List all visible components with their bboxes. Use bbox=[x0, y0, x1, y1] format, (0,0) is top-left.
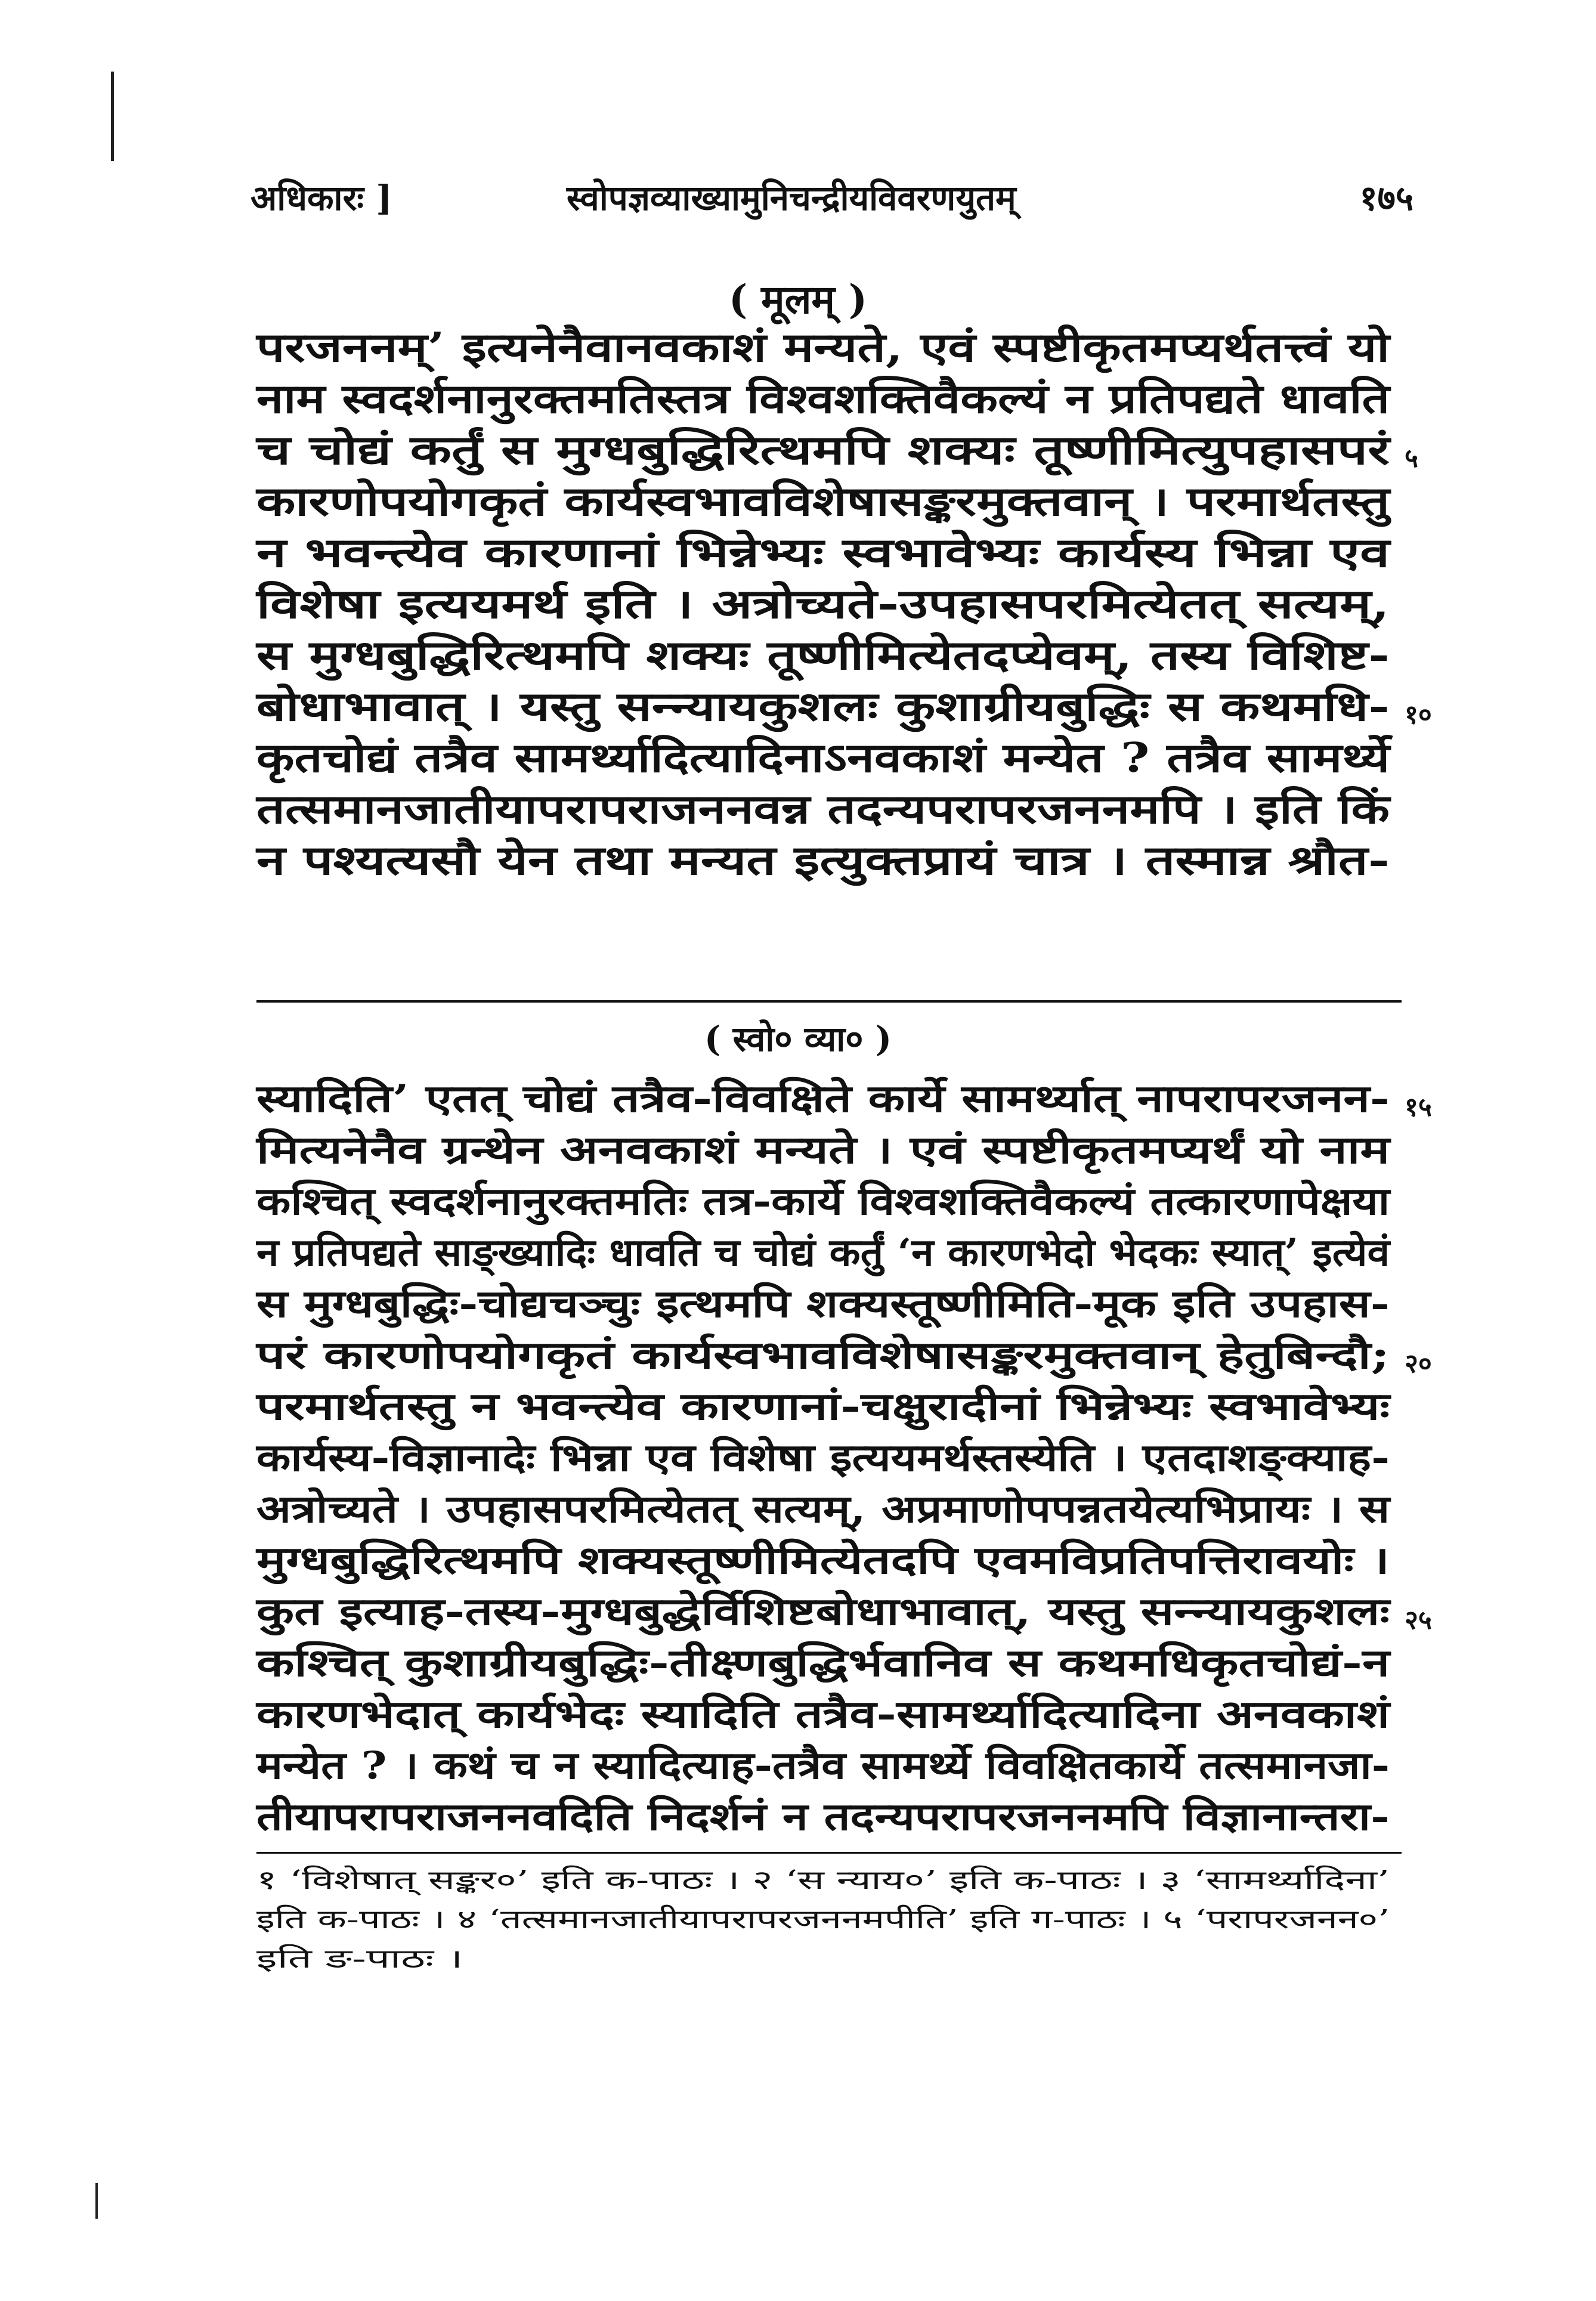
text-line: स मुग्धबुद्धिः-चोद्यचञ्चुः इत्थमपि शक्यस्तूष्णीमिति-मूक इति उपहास- bbox=[256, 1282, 1390, 1326]
text-line: स्यादिति’ एतत् चोद्यं तत्रैव-विवक्षिते कार्ये सामर्थ्यात् नापरापरजनन- १५ bbox=[256, 1074, 1402, 1125]
text-line: मन्येत ? । कथं च न स्यादित्याह-तत्रैव सामर्थ्ये विवक्षितकार्ये तत्समानजा- bbox=[256, 1743, 1390, 1788]
text-line: कुत इत्याह-तस्य-मुग्धबुद्धेर्विशिष्टबोधाभावात्, यस्तु सन्न्यायकुशलः २५ bbox=[256, 1586, 1402, 1638]
footnote-divider bbox=[256, 1852, 1402, 1854]
scan-edge-mark-top bbox=[111, 72, 114, 161]
vyakhya-heading: ( स्वो० व्या० ) bbox=[704, 1019, 892, 1059]
header-book-title: स्वोपज्ञव्याख्यामुनिचन्द्रीयविवरणयुतम् bbox=[567, 178, 1016, 218]
line-number: २५ bbox=[1405, 1605, 1432, 1635]
text-line: न पश्यत्यसौ येन तथा मन्यत इत्युक्तप्रायं चात्र । तस्मान्न श्रौत- bbox=[256, 837, 1390, 884]
footnotes bbox=[256, 1861, 1402, 1979]
text-line: कार्यस्य-विज्ञानादेः भिन्ना एव विशेषा इत्ययमर्थस्तस्येति । एतदाशङ्क्याह- bbox=[256, 1436, 1390, 1480]
mula-heading: ( मूलम् ) bbox=[728, 276, 868, 323]
text-line: न प्रतिपद्यते साङ्ख्यादिः धावति च चोद्यं कर्तुं ‘न कारणभेदो भेदकः स्यात्’ इत्येवं bbox=[256, 1230, 1390, 1275]
scan-edge-mark-bottom bbox=[95, 2183, 98, 2219]
section-divider bbox=[256, 1000, 1402, 1003]
text-line: परं कारणोपयोगकृतं कार्यस्वभावविशेषासङ्करमुक्तवान् हेतुबिन्दौ; २० bbox=[256, 1330, 1402, 1381]
line-number: २० bbox=[1405, 1349, 1432, 1379]
mula-text-block bbox=[256, 322, 1432, 886]
text-line: तीयापरापराजननवदिति निदर्शनं न तदन्यपरापरजननमपि विज्ञानान्तरा- bbox=[256, 1795, 1390, 1839]
text-line: कृतचोद्यं तत्रैव सामर्थ्यादित्यादिनाऽनवकाशं मन्येत ? तत्रैव सामर्थ्ये bbox=[256, 734, 1390, 782]
text-line: कश्चित् कुशाग्रीयबुद्धिः-तीक्ष्णबुद्धिर्भवानिव स कथमधिकृतचोद्यं-न bbox=[256, 1641, 1390, 1685]
text-line: कारणोपयोगकृतं कार्यस्वभावविशेषासङ्करमुक्तवान् । परमार्थतस्तु bbox=[256, 478, 1390, 525]
text-line: नाम स्वदर्शनानुरक्तमतिस्तत्र विश्वशक्तिवैकल्यं न प्रतिपद्यते धावति bbox=[256, 375, 1390, 423]
text-line: न भवन्त्येव कारणानां भिन्नेभ्यः स्वभावेभ्यः कार्यस्य भिन्ना एव bbox=[256, 529, 1390, 577]
text-line: कारणभेदात् कार्यभेदः स्यादिति तत्रैव-सामर्थ्यादित्यादिना अनवकाशं bbox=[256, 1692, 1390, 1737]
text-line: कश्चित् स्वदर्शनानुरक्तमतिः तत्र-कार्ये विश्वशक्तिवैकल्यं तत्कारणापेक्षया bbox=[256, 1179, 1390, 1224]
line-number: १५ bbox=[1405, 1092, 1432, 1122]
footnote-line: इति ङ-पाठः । bbox=[256, 1944, 463, 1974]
text-line: च चोद्यं कर्तुं स मुग्धबुद्धिरित्थमपि शक्यः तूष्णीमित्युपहासपरं ५ bbox=[256, 425, 1402, 476]
footnote-line: इति क-पाठः । ४ ‘तत्समानजातीयापरापरजननमपीति’ इति ग-पाठः । ५ ‘परापरजनन०’ bbox=[256, 1904, 1390, 1935]
page-number: १७५ bbox=[1359, 178, 1413, 218]
text-line: बोधाभावात् । यस्तु सन्न्यायकुशलः कुशाग्रीयबुद्धिः स कथमधि- १० bbox=[256, 681, 1402, 732]
header-section-label: अधिकारः ] bbox=[250, 178, 392, 218]
text-line: मुग्धबुद्धिरित्थमपि शक्यस्तूष्णीमित्येतदपि एवमविप्रतिपत्तिरावयोः । bbox=[256, 1538, 1390, 1583]
text-line: अत्रोच्यते । उपहासपरमित्येतत् सत्यम्, अप्रमाणोपपन्नतयेत्यभिप्रायः । स bbox=[256, 1487, 1390, 1532]
line-number: ५ bbox=[1405, 443, 1418, 474]
text-line: परजननम्’ इत्यनेनैवानवकाशं मन्यते, एवं स्पष्टीकृतमप्यर्थतत्त्वं यो bbox=[256, 324, 1390, 372]
text-line: परमार्थतस्तु न भवन्त्येव कारणानां-चक्षुरादीनां भिन्नेभ्यः स्वभावेभ्यः bbox=[256, 1384, 1390, 1429]
vyakhya-text-block bbox=[256, 1074, 1432, 1843]
text-line: मित्यनेनैव ग्रन्थेन अनवकाशं मन्यते । एवं स्पष्टीकृतमप्यर्थं यो नाम bbox=[256, 1128, 1390, 1173]
running-header bbox=[250, 173, 1413, 221]
footnote-line: १ ‘विशेषात् सङ्कर०’ इति क-पाठः । २ ‘स न्याय०’ इति क-पाठः । ३ ‘सामर्थ्यादिना’ bbox=[256, 1865, 1390, 1895]
text-line: स मुग्धबुद्धिरित्थमपि शक्यः तूष्णीमित्येतदप्येवम्, तस्य विशिष्ट- bbox=[256, 632, 1390, 679]
line-number: १० bbox=[1405, 700, 1432, 730]
text-line: तत्समानजातीयापरापराजननवन्न तदन्यपरापरजननमपि । इति किं bbox=[256, 785, 1390, 833]
text-line: विशेषा इत्ययमर्थ इति । अत्रोच्यते-उपहासपरमित्येतत् सत्यम्, bbox=[256, 580, 1390, 628]
